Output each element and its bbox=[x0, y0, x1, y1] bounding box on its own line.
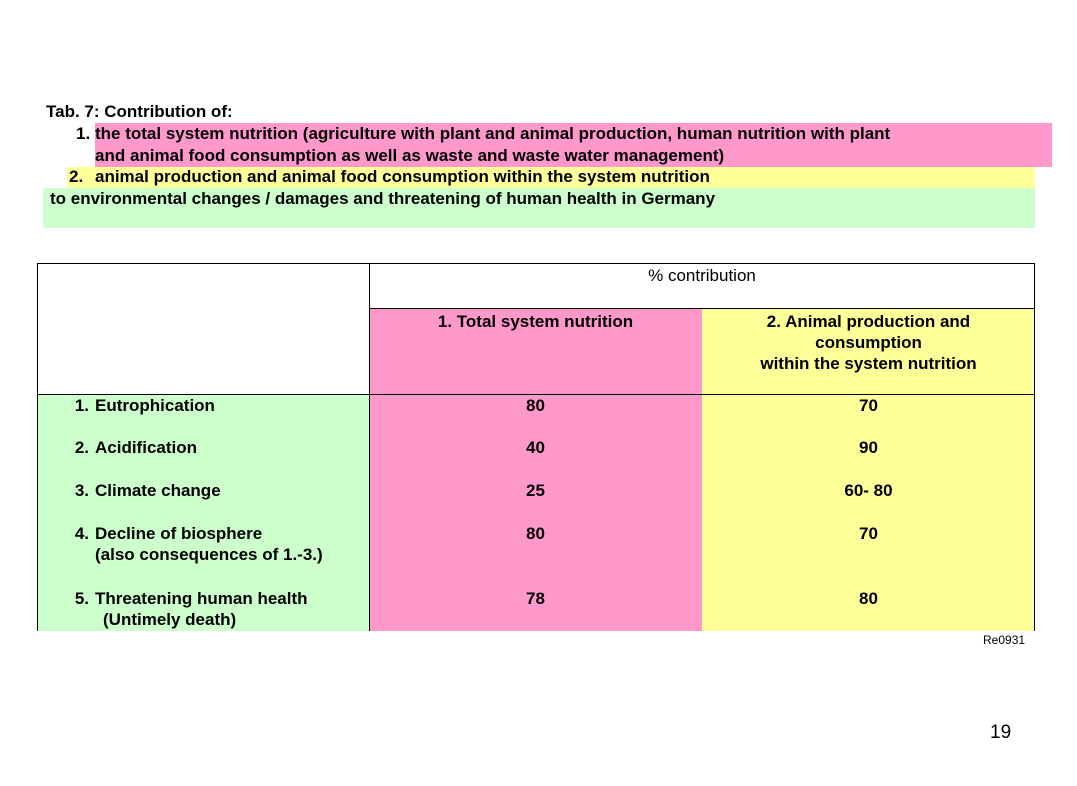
column-header-total-text: 1. Total system nutrition bbox=[437, 312, 634, 331]
row-total-value: 25 bbox=[526, 481, 545, 500]
contribution-table bbox=[37, 263, 1035, 631]
column-header-total bbox=[369, 309, 702, 394]
row-sublabel: (Untimely death) bbox=[103, 610, 237, 629]
row-number: 4. bbox=[74, 524, 89, 543]
row-animal-value: 60- 80 bbox=[844, 481, 893, 500]
row-total-value: 40 bbox=[526, 438, 545, 457]
table-top-border bbox=[37, 263, 1035, 264]
column-header-animal-line3: within the system nutrition bbox=[760, 354, 977, 373]
caption-item1-number: 1. bbox=[76, 124, 91, 143]
column-header-animal-line1: 2. Animal production and bbox=[766, 312, 971, 331]
row-animal-value: 70 bbox=[859, 396, 878, 415]
table-left-border bbox=[37, 263, 38, 631]
column-header-animal-line2: consumption bbox=[815, 333, 922, 352]
row-label: Decline of biosphere bbox=[95, 524, 263, 543]
row-label: Climate change bbox=[95, 481, 221, 500]
row-total-value: 80 bbox=[526, 524, 545, 543]
group-header bbox=[369, 263, 1035, 309]
caption-line3: to environmental changes / damages and threatening of human health in Germany bbox=[50, 189, 716, 208]
row-total-value: 80 bbox=[526, 396, 545, 415]
row-label: Threatening human health bbox=[95, 589, 308, 608]
page-number: 19 bbox=[990, 722, 1012, 743]
row-number: 1. bbox=[74, 396, 89, 415]
row-sublabel: (also consequences of 1.-3.) bbox=[95, 545, 323, 564]
row-total-value: 78 bbox=[526, 589, 545, 608]
reference-code: Re0931 bbox=[983, 633, 1026, 647]
caption-title: Tab. 7: Contribution of: bbox=[46, 102, 233, 121]
row-number: 2. bbox=[74, 438, 89, 457]
row-label: Eutrophication bbox=[95, 396, 215, 415]
row-animal-value: 80 bbox=[859, 589, 878, 608]
caption-item1-text bbox=[95, 123, 1045, 167]
caption-item1-line1: the total system nutrition (agriculture with plant and animal production, human nutrition with plant bbox=[95, 124, 891, 143]
caption-item1-line2: and animal food consumption as well as waste and waste water management) bbox=[95, 146, 725, 165]
row-number: 3. bbox=[74, 481, 89, 500]
row-label: Acidification bbox=[95, 438, 198, 457]
row-animal-value: 90 bbox=[859, 438, 878, 457]
row-number: 5. bbox=[74, 589, 89, 608]
group-header-text: % contribution bbox=[648, 266, 756, 285]
caption-item2-number: 2. bbox=[69, 167, 84, 186]
column-header-animal bbox=[702, 309, 1035, 394]
caption-item2-text: animal production and animal food consumption within the system nutrition bbox=[95, 167, 710, 186]
row-animal-value: 70 bbox=[859, 524, 878, 543]
